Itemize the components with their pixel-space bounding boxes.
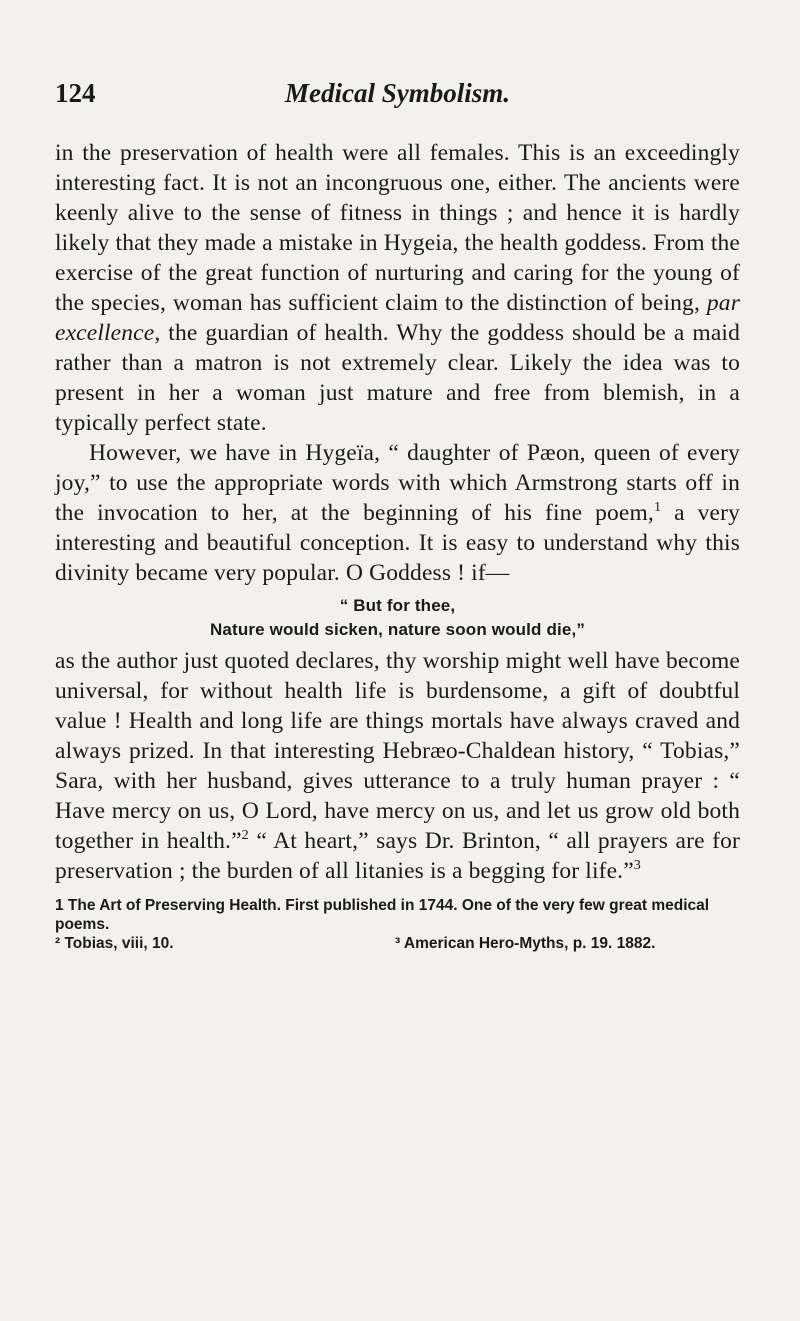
footnote-1: 1 The Art of Preserving Health. First published in 1744. One of the very few great medical poems.: [55, 897, 710, 933]
footnote-2: ² Tobias, viii, 10.: [55, 935, 174, 952]
quote-line-2: Nature would sicken, nature soon would die,”: [210, 620, 585, 639]
footnotes: [55, 896, 740, 953]
footnote-ref-1: 1: [653, 499, 662, 516]
page-number: 124: [55, 78, 96, 108]
emphasis-par-excellence: par excellence: [55, 290, 740, 346]
page-header: [55, 78, 740, 118]
footnotes-row: [55, 934, 740, 953]
verse-quotation: [55, 594, 740, 642]
running-title: Medical Symbolism.: [285, 78, 510, 108]
body-text: [55, 138, 740, 886]
footnote-ref-3: 3: [633, 857, 641, 874]
footnote-3: ³ American Hero-Myths, p. 19. 1882.: [395, 935, 656, 952]
quote-line-1: “ But for thee,: [339, 596, 456, 615]
paragraph-2: However, we have in Hygeïa, “ daughter of Pæon, queen of every joy,” to use the appropriate words with which Armstrong starts off in the invocation to her, at the beginning of his fine poem,$^1$ a very interesting and beautiful conception. It is easy to understand why this divinity became very popular. O Goddess ! if—: [55, 440, 740, 586]
footnote-ref-2: 2: [241, 827, 249, 844]
paragraph-3: as the author just quoted declares, thy worship might well have become universal, for without health life is burdensome, a gift of doubtful value ! Health and long life are things mortals have always craved and always prized. In that interesting Hebræo-Chaldean history, “ Tobias,” Sara, with her husband, gives utterance to a truly human prayer : “ Have mercy on us, O Lord, have mercy on us, and let us grow old both together in health.”$^2$ “ At heart,” says Dr. Brinton, “ all prayers are for preservation ; the burden of all litanies is a begging for life.”$^3$: [55, 648, 740, 884]
paragraph-1: in the preservation of health were all females. This is an exceedingly interesting fact. It is not an incongruous one, either. The ancients were keenly alive to the sense of fitness in things ; and hence it is hardly likely that they made a mistake in Hygeia, the health goddess. From the exercise of the great function of nurturing and caring for the young of the species, woman has sufficient claim to the distinction of being, par excellence, the guardian of health. Why the goddess should be a maid rather than a matron is not extremely clear. Likely the idea was to present in her a woman just mature and free from blemish, in a typically perfect state.: [55, 140, 740, 436]
